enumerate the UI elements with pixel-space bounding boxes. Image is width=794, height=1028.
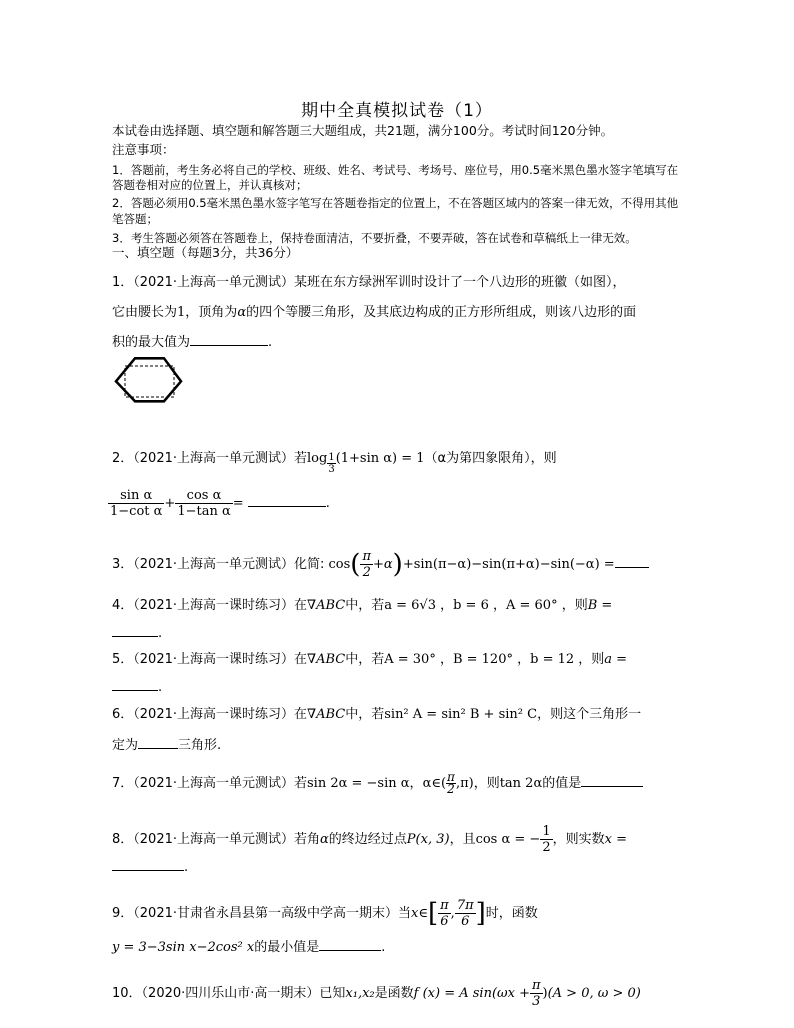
question-2-line-1: 2．（2021·上海高一单元测试）若log $\frac{1}{3}$ (1+sin α) = 1（α为第四象限角），则 <box>112 451 557 475</box>
notice-line: 2．答题必须用0.5毫米黑色墨水签字笔写在答题卷指定的位置上，不在答题区域内的答案一律无效，不得用其他 <box>112 196 679 210</box>
question-2-line-2: $\frac{\text{sin α}}{\text{1−cot α}}$ + $\frac{\text{cos α}}{\text{1−tan α}}$ = . <box>110 488 330 519</box>
question-5-line-2: . <box>112 678 162 697</box>
question-1-line-3: 积的最大值为 . <box>112 335 273 350</box>
question-6-line-1: 6．（2021·上海高一课时练习）在∇ABC中，若sin² A = sin² B + sin² C，则这个三角形一 <box>112 707 642 722</box>
answer-blank[interactable] <box>319 938 381 951</box>
question-1-line-1: 1．（2021·上海高一单元测试）某班在东方绿洲军训时设计了一个八边形的班徽（如图）， <box>112 275 626 290</box>
question-1-line-2: 它由腰长为1，顶角为α的四个等腰三角形，及其底边构成的正方形所组成，则该八边形的面 <box>112 305 637 320</box>
notice-line: 1．答题前，考生务必将自己的学校、班级、姓名、考试号、考场号、座位号，用0.5毫米黑色墨水签字笔填写在 <box>112 163 679 177</box>
question-4-line-2: . <box>112 624 162 643</box>
answer-blank[interactable] <box>615 555 649 568</box>
page-title: 期中全真模拟试卷（1） <box>301 101 493 121</box>
answer-blank[interactable] <box>112 678 158 691</box>
question-9-line-1: 9．（2021·甘肃省永昌县第一高级中学高一期末）当x∈[ $\frac{\pi}{6}$ , $\frac{7\pi}{6}$ ]时，函数 <box>112 898 538 929</box>
question-7-line-1: 7．（2021·上海高一单元测试）若sin 2α = −sin α，α∈( $\frac{\pi}{2}$ ,π)，则tan 2α的值是 <box>112 772 643 795</box>
question-3-line-1: 3．（2021·上海高一单元测试）化简: cos( $\frac{\pi}{2}$ +α)+sin(π−α)−sin(π+α)−sin(−α) = <box>112 549 649 580</box>
octagon-badge-figure <box>108 355 188 405</box>
question-6-line-2: 定为 三角形. <box>112 738 222 753</box>
answer-blank[interactable] <box>190 333 268 346</box>
answer-blank[interactable] <box>112 858 184 871</box>
notice-line: 3．考生答题必须答在答题卷上，保持卷面清洁，不要折叠，不要弄破，答在试卷和草稿纸上一律无效。 <box>112 231 637 245</box>
section-heading: 一、填空题（每题3分，共36分） <box>112 245 299 260</box>
question-5-line-1: 5．（2021·上海高一课时练习）在∇ABC中，若A = 30° ，B = 120° ，b = 12 ，则a = <box>112 652 628 667</box>
answer-blank[interactable] <box>138 736 178 749</box>
question-8-line-2: . <box>112 858 188 877</box>
intro-text: 本试卷由选择题、填空题和解答题三大题组成，共21题，满分100分。考试时间120分钟。 <box>112 123 614 138</box>
notice-line: 答题卷相对应的位置上，并认真核对； <box>112 178 308 192</box>
question-8-line-1: 8．（2021·上海高一单元测试）若角α的终边经过点P(x, 3)，且cos α = − $\frac{1}{2}$ ，则实数x = <box>112 824 627 855</box>
answer-blank[interactable] <box>248 494 326 507</box>
answer-blank[interactable] <box>112 624 158 637</box>
question-9-line-2: y = 3−3sin x−2cos² x的最小值是 . <box>112 940 386 955</box>
notice-line: 笔答题； <box>112 212 158 226</box>
notice-heading: 注意事项： <box>112 142 175 157</box>
question-4-line-1: 4．（2021·上海高一课时练习）在∇ABC中，若a = 6√3 ，b = 6 ，A = 60° ，则B = <box>112 598 613 613</box>
question-10-line-1: 10．（2020·四川乐山市·高一期末）已知x₁,x₂是函数f (x) = A sin(ωx + $\frac{\pi}{3}$ )(A > 0, ω > 0) <box>112 978 641 1009</box>
answer-blank[interactable] <box>581 774 643 787</box>
